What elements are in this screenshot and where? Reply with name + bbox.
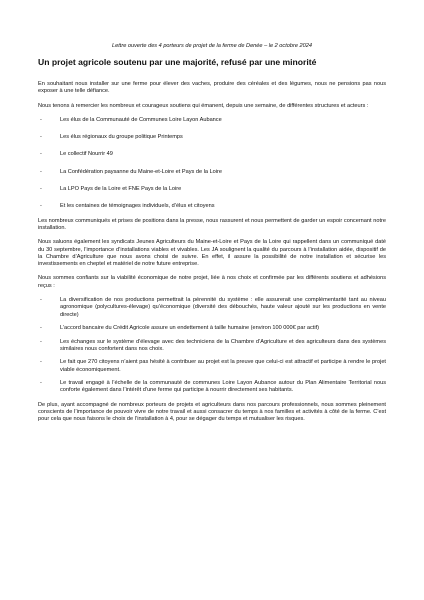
list-dash: - <box>40 359 42 366</box>
list-item: - Les échanges sur le système d’élevage avec des techniciens de la Chambre d’Agriculture et des agriculteurs dans des systèmes similaires nous confortent dans nos choix. <box>40 338 386 352</box>
list-item: - L’accord bancaire du Crédit Agricole assure un endettement à taille humaine (environ 100 000€ par actif) <box>40 325 320 332</box>
paragraph-ja: Nous saluons également les syndicats Jeunes Agriculteurs du Maine-et-Loire et Pays de la Loire qui rappellent dans un communiqué daté du 30 septembre, l’importance d’installations viables et vivables. Les JA soulignent la qualité du parcours à l’installation aidée, dispositif de la Chambre d’Agriculture que nous avons choisi de suivre. En effet, il assure la possibilité de notre installation et sécurise les investissements en cheptel et matériel de notre future entreprise. <box>38 239 386 268</box>
paragraph-viability: Nous sommes confiants sur la viabilité économique de notre projet, liée à nos choix et confirmée par les différents soutiens et adhésions reçus : <box>38 275 386 289</box>
list-item: - La Confédération paysanne du Maine-et-Loire et Pays de la Loire <box>40 168 223 175</box>
paragraph-intro: En souhaitant nous installer sur une ferme pour élever des vaches, produire des céréales et des légumes, nous ne pensions pas nous exposer à une telle défiance. <box>38 81 386 95</box>
supporters-list <box>38 117 386 211</box>
list-dash: - <box>40 168 42 175</box>
list-item: - La diversification de nos productions permettrait la pérennité du système : elle assurerait une complémentarité tant au niveau agronomique (polycultures-élevage) qu’économique (diversité des débouchés, haute valeur ajouté sur les productions en vente directe) <box>40 297 386 318</box>
reasons-list <box>38 297 386 395</box>
list-item: - Le travail engagé à l’échelle de la communauté de communes Loire Layon Aubance autour du Plan Alimentaire Territorial nous conforte également dans l’intérêt d’une ferme qui participe à nourrir directement ses habitants. <box>40 380 386 394</box>
list-item: - Le fait que 270 citoyens n’aient pas hésité à contribuer au projet est la preuve que celui-ci est attractif et participe à rendre le projet viable économiquement. <box>40 359 386 373</box>
letter-body <box>38 81 386 431</box>
paragraph-press: Les nombreux communiqués et prises de positions dans la presse, nous rassurent et nous permettent de garder un espoir concernant notre installation. <box>38 217 386 231</box>
list-item: - La LPO Pays de la Loire et FNE Pays de la Loire <box>40 186 182 193</box>
list-item: - Les élus régionaux du groupe politique Printemps <box>40 134 183 141</box>
list-dash: - <box>40 380 42 387</box>
paragraph-closing: De plus, ayant accompagné de nombreux porteurs de projets et agriculteurs dans nos parcours professionnels, nous sommes pleinement conscients de l’importance de pouvoir vivre de notre travail et aussi consacrer du temps à nos familles et activités à côté de la ferme. C’est pour cela que nous faisons le choix de l’installation à 4, pour se dégager du temps et mutualiser les risques. <box>38 401 386 423</box>
list-dash: - <box>40 151 42 158</box>
list-dash: - <box>40 203 42 210</box>
paragraph-thanks: Nous tenons à remercier les nombreux et courageux soutiens qui émanent, depuis une semaine, de différentes structures et acteurs : <box>38 102 369 109</box>
list-dash: - <box>40 116 42 123</box>
list-item: - Et les centaines de témoignages individuels, d’élus et citoyens <box>40 203 215 210</box>
list-dash: - <box>40 325 42 332</box>
list-dash: - <box>40 186 42 193</box>
list-dash: - <box>40 297 42 304</box>
list-item: - Les élus de la Communauté de Communes Loire Layon Aubance <box>40 116 222 123</box>
list-dash: - <box>40 338 42 345</box>
list-dash: - <box>40 134 42 141</box>
letter-subtitle: Lettre ouverte des 4 porteurs de projet de la ferme de Denée – le 2 octobre 2024 <box>112 43 312 49</box>
list-item: - Le collectif Nourrir 49 <box>40 151 113 158</box>
letter-title: Un projet agricole soutenu par une majorité, refusé par une minorité <box>38 57 317 67</box>
